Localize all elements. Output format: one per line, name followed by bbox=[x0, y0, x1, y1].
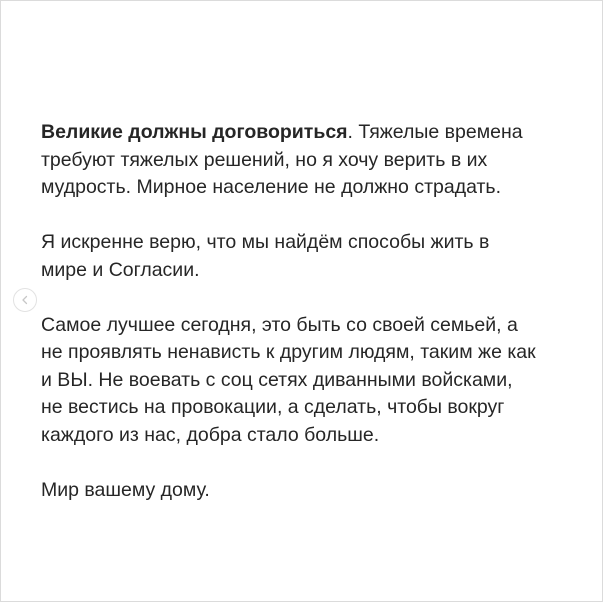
paragraph-4 bbox=[41, 477, 581, 505]
headline-bold: Великие должны договориться bbox=[41, 121, 348, 143]
paragraph-1-line-1 bbox=[41, 119, 581, 147]
chevron-left-icon bbox=[20, 295, 30, 305]
paragraph-3-line-4: не вестись на провокации, а сделать, чтобы вокруг bbox=[41, 396, 505, 418]
paragraph-2-line-2: мире и Согласии. bbox=[41, 258, 200, 281]
paragraph-4-line-1: Мир вашему дому. bbox=[41, 478, 210, 501]
paragraph-2 bbox=[41, 229, 581, 284]
paragraph-3-line-5: каждого из нас, добра стало больше. bbox=[41, 423, 380, 446]
paragraph-1-line-3: мудрость. Мирное население не должно страдать. bbox=[41, 176, 501, 198]
paragraph-1-line-2: требуют тяжелых решений, но я хочу верить в их bbox=[41, 148, 488, 171]
paragraph-3-line-3: и ВЫ. Не воевать с соц сетях диванными войсками, bbox=[41, 368, 513, 391]
carousel-prev-button[interactable] bbox=[13, 288, 37, 312]
paragraph-1 bbox=[41, 119, 581, 202]
headline-rest: . Тяжелые времена bbox=[347, 121, 523, 143]
paragraph-3-line-2: не проявлять ненависть к другим людям, таким же как bbox=[41, 341, 536, 363]
paragraph-2-line-1: Я искренне верю, что мы найдём способы жить в bbox=[41, 231, 490, 253]
paragraph-3 bbox=[41, 312, 581, 450]
post-text-body bbox=[41, 119, 581, 504]
paragraph-3-line-1: Самое лучшее сегодня, это быть со своей семьей, а bbox=[41, 313, 518, 336]
